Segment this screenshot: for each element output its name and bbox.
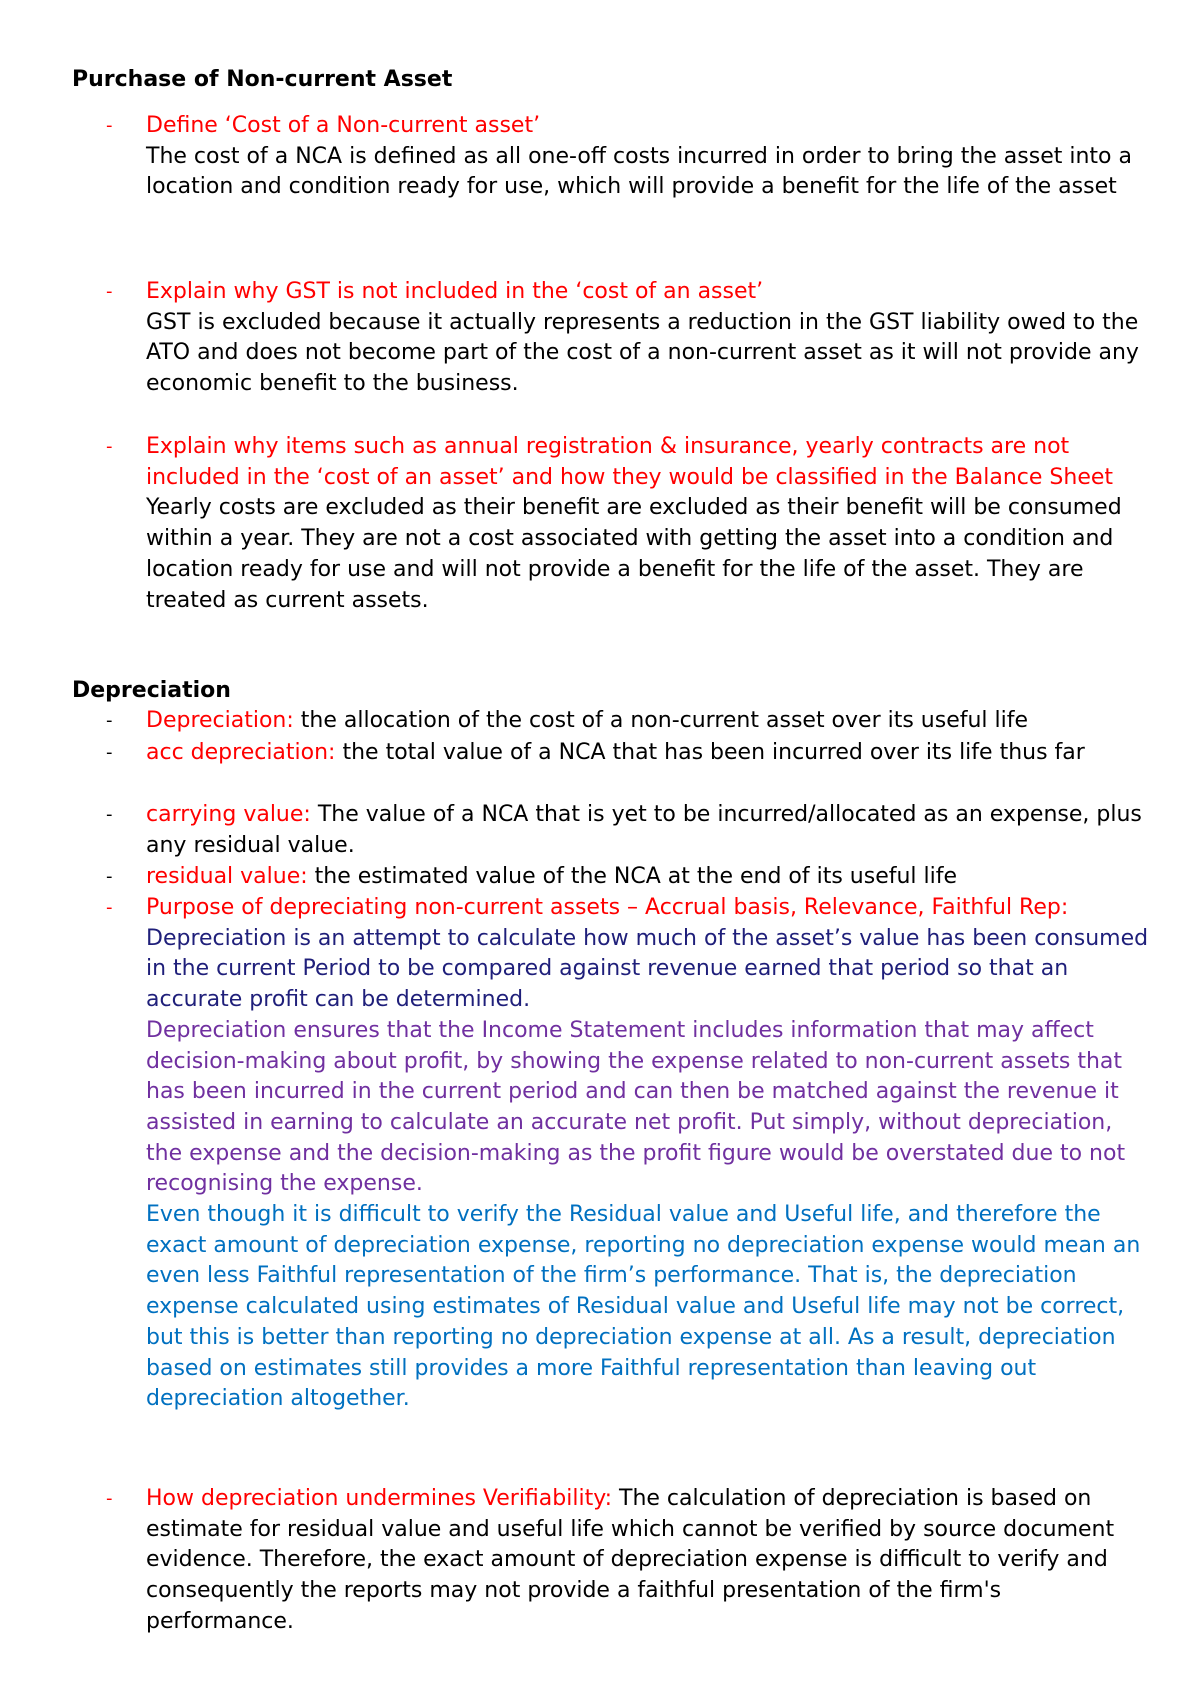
term-definition: The calculation of depreciation is based on estimate for residual value and useful life which cannot be verified by source document evidence. Therefore, the exact amount of depreciation expense is difficult to verify and consequently the reports may not provide a faithful presentation of the firm's performance.: [146, 1486, 1115, 1634]
term-definition: the total value of a NCA that has been incurred over its life thus far: [335, 740, 1085, 765]
term-definition: the estimated value of the NCA at the end of its useful life: [307, 864, 958, 889]
definition-item: [106, 800, 1150, 861]
answer-text: Yearly costs are excluded as their benefit are excluded as their benefit will be consumed within a year. They are not a cost associated with getting the asset into a condition and location ready for use and will not provide a benefit for the life of the asset. They are treated as current assets.: [146, 495, 1122, 613]
bullet-dash: -: [106, 742, 113, 763]
bullet-dash: -: [106, 115, 113, 136]
term-label: How depreciation undermines Verifiability:: [146, 1486, 613, 1511]
section-heading-depreciation: Depreciation: [72, 678, 231, 703]
answer-text: GST is excluded because it actually represents a reduction in the GST liability owed to the ATO and does not become part of the cost of a non-current asset as it will not provide any economic benefit to the business.: [146, 309, 1139, 397]
accrual-paragraph: Depreciation is an attempt to calculate how much of the asset’s value has been consumed in the current Period to be compared against revenue earned that period so that an accurate profit can be determined.: [146, 925, 1149, 1013]
purpose-item: [106, 893, 1150, 1415]
term-label: acc depreciation:: [146, 740, 336, 765]
bullet-dash: -: [106, 804, 113, 825]
purpose-question: Purpose of depreciating non-current assets – Accrual basis, Relevance, Faithful Rep:: [146, 895, 1069, 920]
section-heading-purchase: Purchase of Non-current Asset: [72, 67, 453, 92]
bullet-dash: -: [106, 1488, 113, 1509]
term-definition: the allocation of the cost of a non-current asset over its useful life: [293, 708, 1029, 733]
term-definition: The value of a NCA that is yet to be incurred/allocated as an expense, plus any residual value.: [146, 802, 1142, 858]
bullet-dash: -: [106, 436, 113, 457]
list-item: [106, 432, 1150, 616]
term-label: carrying value:: [146, 802, 311, 827]
bullet-dash: -: [106, 281, 113, 302]
relevance-paragraph: Depreciation ensures that the Income Statement includes information that may affect decision-making about profit, by showing the expense related to non-current assets that has been incurred in the current period and can then be matched against the revenue it assisted in earning to calculate an accurate net profit. Put simply, without depreciation, the expense and the decision-making as the profit figure would be overstated due to not recognising the expense.: [146, 1017, 1126, 1197]
list-item: [106, 277, 1150, 400]
term-label: Depreciation:: [146, 708, 294, 733]
list-item: [106, 111, 1150, 203]
term-label: residual value:: [146, 864, 308, 889]
definition-item: [106, 706, 1150, 737]
bullet-dash: -: [106, 710, 113, 731]
bullet-dash: -: [106, 866, 113, 887]
answer-text: The cost of a NCA is defined as all one-off costs incurred in order to bring the asset into a location and condition ready for use, which will provide a benefit for the life of the asset: [146, 143, 1132, 200]
definition-item: [106, 862, 1150, 893]
definition-item: [106, 738, 1150, 769]
bullet-dash: -: [106, 897, 113, 918]
faithful-paragraph: Even though it is difficult to verify the Residual value and Useful life, and therefore the exact amount of depreciation expense, reporting no depreciation expense would mean an even less Faithful representation of the firm’s performance. That is, the depreciation expense calculated using estimates of Residual value and Useful life may not be correct, but this is better than reporting no depreciation expense at all. As a result, depreciation based on estimates still provides a more Faithful representation than leaving out depreciation altogether.: [146, 1202, 1141, 1412]
question-text: Explain why items such as annual registration & insurance, yearly contracts are not included in the ‘cost of an asset’ and how they would be classified in the Balance Sheet: [146, 434, 1114, 490]
verifiability-item: [106, 1484, 1150, 1638]
question-text: Explain why GST is not included in the ‘cost of an asset’: [146, 279, 764, 304]
question-text: Define ‘Cost of a Non-current asset’: [146, 113, 541, 138]
